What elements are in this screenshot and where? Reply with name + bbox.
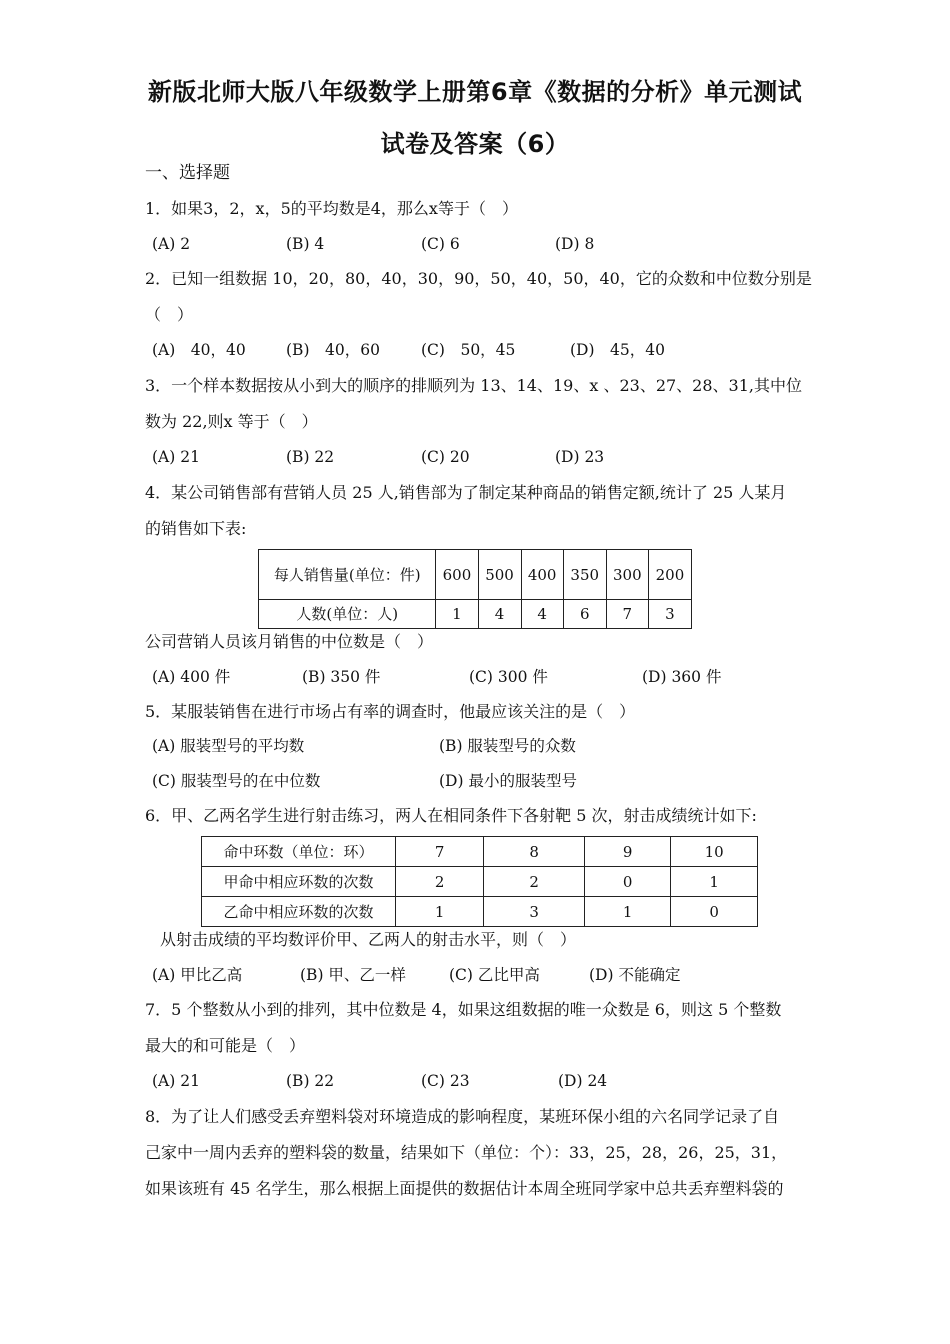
option-b: (B) 服装型号的众数 — [439, 737, 576, 755]
table-cell: 0 — [671, 897, 758, 927]
question-6-question: 从射击成绩的平均数评价甲、乙两人的射击水平，则（ ） — [160, 930, 577, 949]
title-line-2: 试卷及答案（6） — [380, 130, 570, 158]
option-b: (B) 350 件 — [302, 668, 381, 686]
table-cell: 命中环数（单位：环） — [202, 837, 396, 867]
option-d: (D) 24 — [558, 1072, 608, 1090]
table-cell: 7 — [395, 837, 484, 867]
question-8-text-cont-2: 如果该班有 45 名学生，那么根据上面提供的数据估计本周全班同学家中总共丢弃塑料袋的 — [145, 1179, 784, 1198]
option-d: (D) 23 — [555, 448, 605, 466]
table-cell: 人数(单位：人) — [259, 600, 436, 629]
option-a: (A) 甲比乙高 — [152, 966, 243, 984]
option-c: (C) 20 — [421, 448, 470, 466]
option-d: (D) 最小的服装型号 — [439, 772, 577, 790]
option-c: (C) 300 件 — [469, 668, 548, 686]
option-d: (D) 360 件 — [642, 668, 722, 686]
option-a: (A) 服装型号的平均数 — [152, 737, 305, 755]
table-cell: 3 — [484, 897, 584, 927]
table-header-cell: 350 — [563, 550, 606, 600]
table-cell: 7 — [606, 600, 648, 629]
table-cell: 3 — [648, 600, 691, 629]
table-cell: 4 — [478, 600, 521, 629]
question-2-text-cont: （ ） — [145, 305, 194, 324]
table-cell: 4 — [521, 600, 563, 629]
option-d: (D) 45，40 — [570, 341, 665, 359]
table-cell: 8 — [484, 837, 584, 867]
table-cell: 2 — [395, 867, 484, 897]
title-line-1: 新版北师大版八年级数学上册第6章《数据的分析》单元测试 — [147, 78, 803, 106]
option-b: (B) 甲、乙一样 — [300, 966, 406, 984]
shooting-table — [201, 836, 758, 927]
table-header-cell: 400 — [521, 550, 563, 600]
section-heading: 一、选择题 — [145, 163, 230, 183]
table-cell: 乙命中相应环数的次数 — [202, 897, 396, 927]
question-7-text-cont: 最大的和可能是（ ） — [145, 1036, 306, 1055]
question-7-text: 7．5 个整数从小到的排列，其中位数是 4，如果这组数据的唯一众数是 6，则这 5 个整数 — [145, 1000, 782, 1019]
table-cell: 0 — [584, 867, 671, 897]
table-header-cell: 300 — [606, 550, 648, 600]
option-d: (D) 8 — [555, 235, 595, 253]
table-cell: 1 — [395, 897, 484, 927]
table-cell: 2 — [484, 867, 584, 897]
option-c: (C) 50，45 — [421, 341, 516, 359]
option-a: (A) 21 — [152, 448, 200, 466]
option-c: (C) 服装型号的在中位数 — [152, 772, 321, 790]
option-b: (B) 40，60 — [286, 341, 380, 359]
sales-table — [258, 549, 692, 629]
table-cell: 1 — [436, 600, 478, 629]
question-4-text-cont: 的销售如下表: — [145, 519, 247, 538]
question-8-text: 8．为了让人们感受丢弃塑料袋对环境造成的影响程度，某班环保小组的六名同学记录了自 — [145, 1107, 780, 1126]
question-6-text: 6．甲、乙两名学生进行射击练习，两人在相同条件下各射靶 5 次，射击成绩统计如下: — [145, 806, 757, 825]
question-1-text: 1．如果3，2，x，5的平均数是4，那么x等于（ ） — [145, 199, 518, 218]
option-b: (B) 22 — [286, 1072, 335, 1090]
option-a: (A) 21 — [152, 1072, 200, 1090]
option-c: (C) 乙比甲高 — [449, 966, 540, 984]
option-c: (C) 6 — [421, 235, 460, 253]
question-8-text-cont: 己家中一周内丢弃的塑料袋的数量，结果如下（单位：个）：33，25，28，26，25，31， — [145, 1143, 788, 1162]
table-cell: 9 — [584, 837, 671, 867]
question-4-text: 4．某公司销售部有营销人员 25 人,销售部为了制定某种商品的销售定额,统计了 25 人某月 — [145, 483, 787, 502]
table-cell: 1 — [671, 867, 758, 897]
option-a: (A) 2 — [152, 235, 191, 253]
question-3-text-cont: 数为 22,则x 等于（ ） — [145, 412, 318, 431]
option-b: (B) 22 — [286, 448, 335, 466]
option-c: (C) 23 — [421, 1072, 470, 1090]
table-header-cell: 600 — [436, 550, 478, 600]
table-cell: 10 — [671, 837, 758, 867]
question-2-text: 2．已知一组数据 10，20，80，40，30，90，50，40，50，40，它的众数和中位数分别是 — [145, 269, 812, 288]
table-header-cell: 200 — [648, 550, 691, 600]
option-b: (B) 4 — [286, 235, 325, 253]
table-cell: 甲命中相应环数的次数 — [202, 867, 396, 897]
table-header-cell: 500 — [478, 550, 521, 600]
table-cell: 6 — [563, 600, 606, 629]
table-header-cell: 每人销售量(单位：件) — [259, 550, 436, 600]
table-cell: 1 — [584, 897, 671, 927]
question-3-text: 3．一个样本数据按从小到大的顺序的排顺列为 13、14、19、x 、23、27、28、31,其中位 — [145, 376, 802, 395]
question-4-question: 公司营销人员该月销售的中位数是（ ） — [145, 632, 434, 651]
option-d: (D) 不能确定 — [589, 966, 681, 984]
option-a: (A) 400 件 — [152, 668, 231, 686]
question-5-text: 5．某服装销售在进行市场占有率的调查时，他最应该关注的是（ ） — [145, 702, 636, 721]
option-a: (A) 40，40 — [152, 341, 246, 359]
